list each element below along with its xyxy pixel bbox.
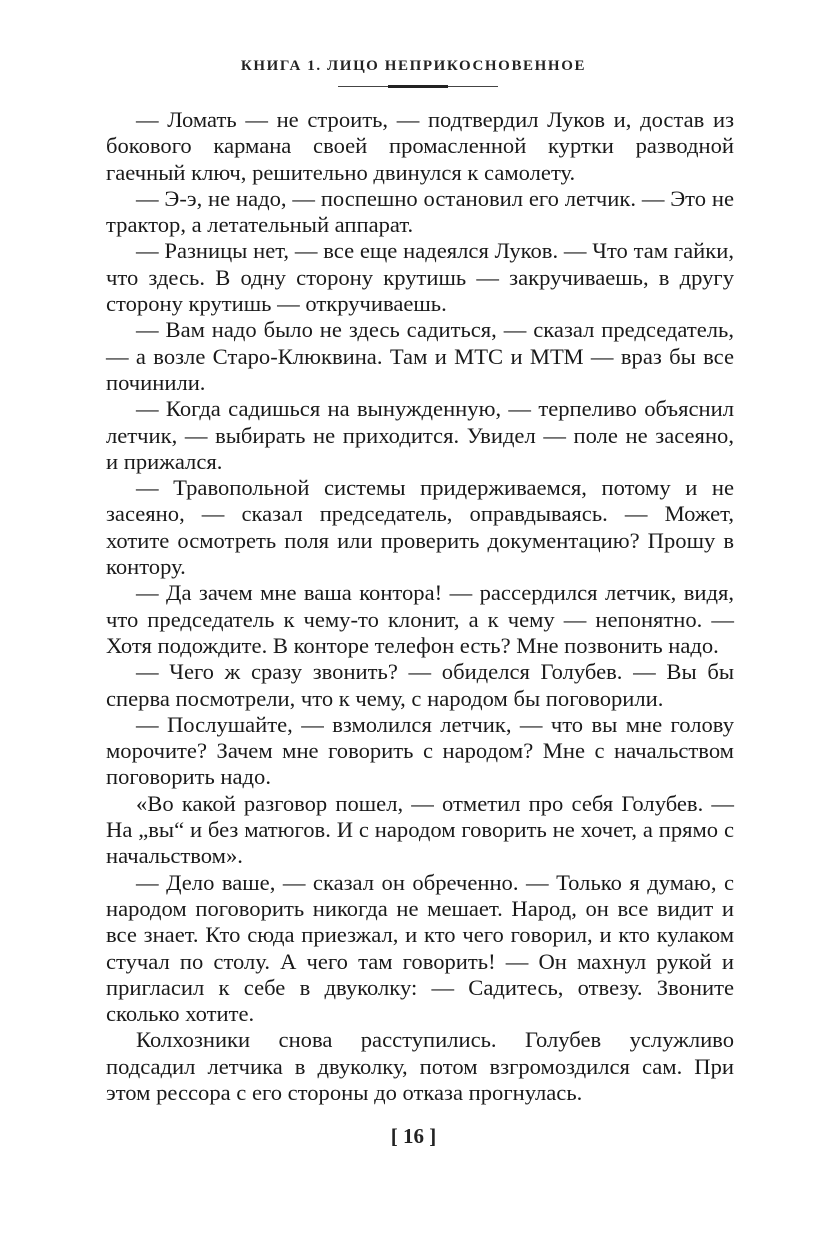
- paragraph: — Дело ваше, — сказал он обреченно. — Только я думаю, с народом поговорить никогда не мешает. Народ, он все видит и все знает. Кто сюда приезжал, и кто чего говорил, и кто кулаком стучал по столу. А чего там говорить! — Он махнул рукой и пригласил к себе в двуколку: — Садитесь, отвезу. Звоните сколько хотите.: [106, 869, 734, 1027]
- paragraph: «Во какой разговор пошел, — отметил про себя Голубев. — На „вы“ и без матюгов. И с народом говорить не хочет, а прямо с начальством».: [106, 790, 734, 869]
- paragraph: — Разницы нет, — все еще надеялся Луков. — Что там гайки, что здесь. В одну сторону крутишь — закручиваешь, в другу сторону крутишь — откручиваешь.: [106, 238, 734, 317]
- paragraph: — Чего ж сразу звонить? — обиделся Голубев. — Вы бы сперва посмотрели, что к чему, с народом бы поговорили.: [106, 659, 734, 711]
- paragraph: — Когда садишься на вынужденную, — терпеливо объяснил летчик, — выбирать не приходится. Увидел — поле не засеяно, и прижался.: [106, 396, 734, 474]
- running-title: КНИГА 1. ЛИЦО НЕПРИКОСНОВЕННОЕ: [240, 58, 587, 74]
- paragraph: — Ломать — не строить, — подтвердил Луков и, достав из бокового кармана своей промасленной куртки разводной гаечный ключ, решительно двинулся к самолету.: [106, 107, 734, 185]
- paragraph: Колхозники снова расступились. Голубев услужливо подсадил летчика в двуколку, потом взгромоздился сам. При этом рессора с его стороны до отказа прогнулась.: [106, 1027, 734, 1105]
- paragraph: — Вам надо было не здесь садиться, — сказал председатель, — а возле Старо-Клюквина. Там и МТС и МТМ — враз бы все починили.: [106, 317, 734, 395]
- paragraph: — Травопольной системы придерживаемся, потому и не засеяно, — сказал председатель, оправдываясь. — Может, хотите осмотреть поля или проверить документацию? Прошу в контору.: [106, 475, 734, 580]
- body-text: [106, 107, 734, 1106]
- paragraph: — Послушайте, — взмолился летчик, — что вы мне голову морочите? Зачем мне говорить с народом? Мне с начальством поговорить надо.: [106, 711, 734, 790]
- page-number: [ 16 ]: [390, 1124, 437, 1148]
- header-rule-accent: [388, 85, 448, 88]
- paragraph: — Э-э, не надо, — поспешно остановил его летчик. — Это не трактор, а летательный аппарат.: [106, 185, 734, 238]
- paragraph: — Да зачем мне ваша контора! — рассердился летчик, видя, что председатель к чему-то клонит, а к чему — непонятно. — Хотя подождите. В конторе телефон есть? Мне позвонить надо.: [106, 580, 734, 658]
